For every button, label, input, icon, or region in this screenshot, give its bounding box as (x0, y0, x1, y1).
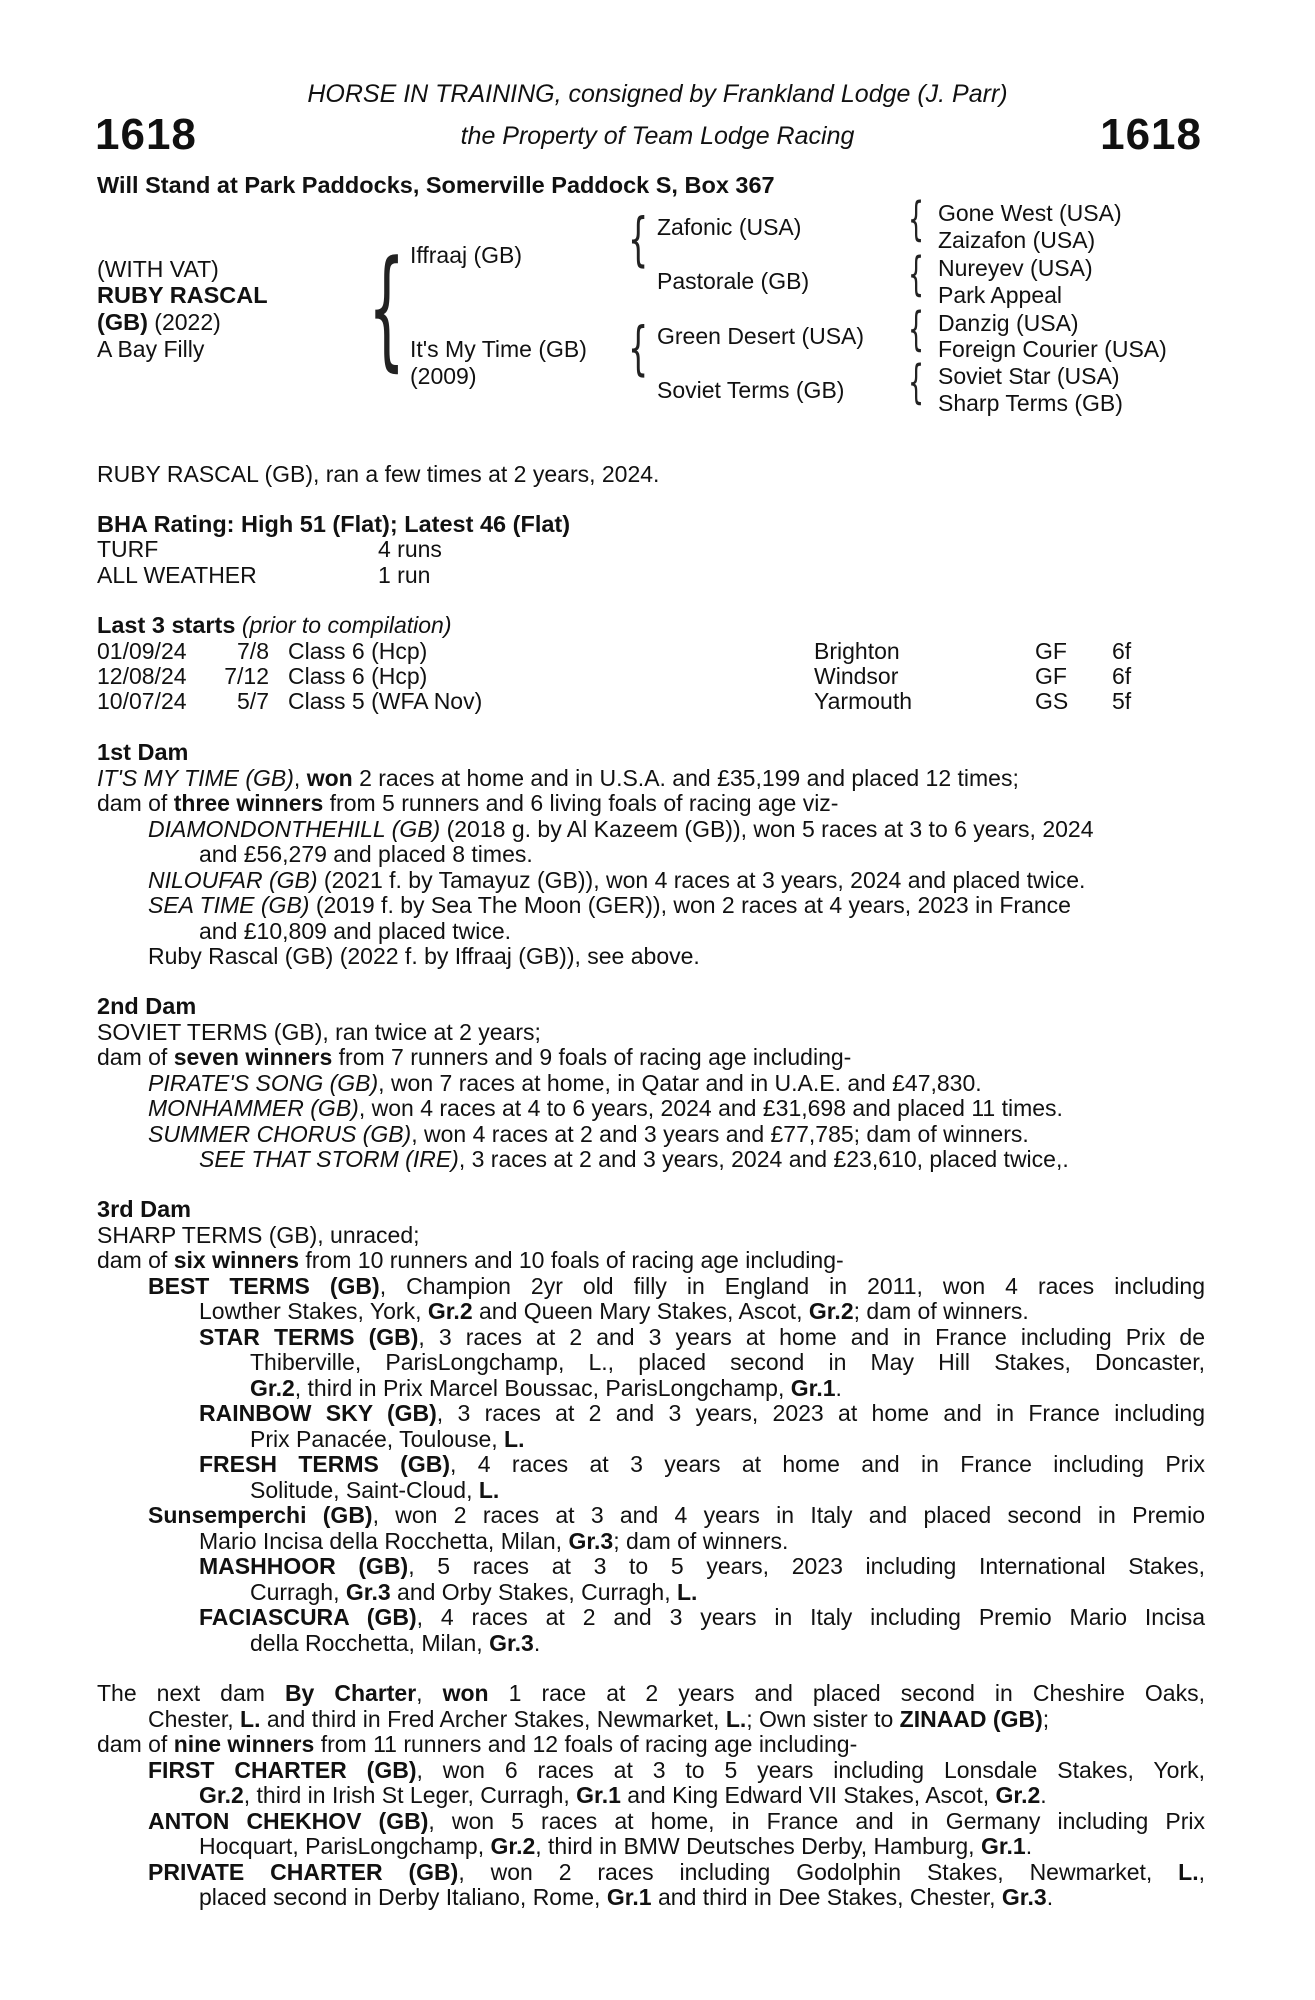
progeny-name: BEST TERMS (GB) (148, 1272, 380, 1299)
progeny-diamondonthehill (97, 817, 1205, 843)
brace-ds: { (908, 302, 925, 356)
brace-dd: { (908, 355, 925, 409)
progeny-anton-chekhov (97, 1809, 1205, 1835)
start-row-3-course: Yarmouth (814, 688, 913, 714)
txt: Chester, (148, 1705, 241, 1732)
pedigree-dss: Danzig (USA) (938, 310, 1079, 336)
progeny-record: , 5 races at 3 to 5 years, 2023 including International Stakes, (408, 1553, 1205, 1579)
grade: L. (504, 1425, 525, 1452)
grade: L. (1178, 1858, 1199, 1885)
progeny-niloufar (97, 868, 1205, 894)
sister-name: ZINAAD (GB) (899, 1705, 1043, 1732)
progeny-name: DIAMONDONTHEHILL (GB) (148, 815, 441, 842)
next-dam-line2 (97, 1707, 1205, 1733)
third-dam-line1: SHARP TERMS (GB), unraced; (97, 1221, 420, 1248)
progeny-fresh-terms-cont (97, 1478, 1205, 1504)
progeny-record: , won 2 races at 3 and 4 years in Italy and placed second in Premio (372, 1502, 1205, 1528)
progeny-name: FACIASCURA (GB) (199, 1604, 417, 1630)
won-label: won (306, 764, 353, 791)
start-row-2-date: 12/08/24 (97, 663, 187, 689)
progeny-record: (2018 g. by Al Kazeem (GB)), won 5 races at 3 to 6 years, 2024 (440, 815, 1094, 842)
dam-of: dam of (97, 1044, 174, 1070)
progeny-name: MONHAMMER (GB) (148, 1095, 359, 1121)
txt: , third in BMW Deutsches Derby, Hamburg, (535, 1833, 981, 1859)
next-dam-line3 (97, 1732, 1205, 1758)
pedigree-dam-year: (2009) (410, 363, 477, 389)
next-dam-line1 (97, 1681, 1205, 1707)
progeny-sea-time-cont: and £10,809 and placed twice. (199, 917, 512, 944)
pedigree-sire-sire: Zafonic (USA) (657, 214, 802, 240)
txt: ; (1042, 1705, 1050, 1732)
start-row-3-dist: 5f (1112, 688, 1132, 714)
grade: L. (478, 1476, 500, 1503)
txt: Solitude, Saint-Cloud, (250, 1476, 479, 1503)
start-row-3-going: GS (1035, 688, 1069, 714)
pedigree-dam-sire: Green Desert (USA) (657, 323, 865, 349)
grade: Gr.1 (790, 1374, 836, 1401)
progeny-star-terms-cont2 (97, 1376, 1205, 1402)
progeny-record: (2021 f. by Tamayuz (GB)), won 4 races at 3 years, 2024 and placed twice. (317, 866, 1086, 893)
progeny-ruby-rascal: Ruby Rascal (GB) (2022 f. by Iffraaj (GB)), see above. (148, 943, 700, 969)
txt: Mario Incisa della Rocchetta, Milan, (199, 1527, 569, 1554)
grade: Gr.2 (250, 1374, 295, 1401)
start-row-1-going: GF (1035, 638, 1067, 664)
horse-description: A Bay Filly (97, 336, 205, 362)
start-row-3-date: 10/07/24 (97, 688, 187, 714)
txt: Curragh, (250, 1578, 346, 1605)
horse-year: (2022) (147, 309, 221, 335)
grade: Gr.2 (995, 1782, 1041, 1808)
progeny-record: , 3 races at 2 and 3 years at home and in France including Prix de (418, 1323, 1205, 1350)
grade: Gr.1 (576, 1782, 621, 1808)
pedigree-sire: Iffraaj (GB) (410, 242, 523, 268)
txt: ; dam of winners. (853, 1298, 1029, 1324)
next-dam-name: By Charter (284, 1680, 417, 1706)
lot-number-left: 1618 (95, 110, 197, 159)
txt: ; dam of winners. (613, 1527, 789, 1554)
progeny-name: RAINBOW SKY (GB) (199, 1400, 437, 1426)
progeny-pirates-song (97, 1071, 1205, 1097)
grade: L. (677, 1578, 698, 1605)
progeny-star-terms-cont1: Thiberville, ParisLongchamp, L., placed second in May Hill Stakes, Doncaster, (250, 1349, 1205, 1375)
owner-line: the Property of Team Lodge Racing (460, 122, 855, 150)
third-dam-section (97, 1197, 1205, 1656)
progeny-sea-time (97, 893, 1205, 919)
horse-country-year (97, 310, 221, 336)
first-dam-section (97, 740, 1205, 970)
grade: Gr.3 (489, 1629, 534, 1656)
winners-count: three winners (173, 790, 324, 816)
txt: , (416, 1680, 443, 1706)
txt: , third in Prix Marcel Boussac, ParisLongchamp, (294, 1374, 791, 1401)
start-row-2-pos: 7/12 (224, 663, 269, 689)
progeny-record: , Champion 2yr old filly in England in 2011, won 4 races including (379, 1272, 1205, 1299)
txt: Hocquart, ParisLongchamp, (199, 1833, 491, 1859)
grade: L. (240, 1705, 261, 1732)
start-row-3-race: Class 5 (WFA Nov) (288, 688, 483, 714)
pedigree-dsd: Foreign Courier (USA) (938, 336, 1167, 362)
rating-turf-label: TURF (97, 536, 159, 562)
progeny-record: , 4 races at 3 years at home and in France including Prix (450, 1451, 1205, 1477)
bha-rating: BHA Rating: High 51 (Flat); Latest 46 (Flat) (97, 511, 571, 537)
dam-name: IT'S MY TIME (GB) (97, 764, 294, 791)
progeny-sunsemperchi-cont (97, 1529, 1205, 1555)
race-summary: RUBY RASCAL (GB), ran a few times at 2 years, 2024. (97, 461, 660, 487)
progeny-sunsemperchi (97, 1503, 1205, 1529)
start-row-2-race: Class 6 (Hcp) (288, 663, 428, 689)
progeny-name: SEA TIME (GB) (148, 892, 310, 918)
grade: Gr.2 (490, 1833, 536, 1859)
pedigree-ssd: Zaizafon (USA) (938, 227, 1096, 253)
progeny-name: MASHHOOR (GB) (199, 1553, 409, 1579)
pedigree-sss: Gone West (USA) (938, 200, 1122, 226)
lot-number-right: 1618 (1100, 110, 1202, 159)
last-starts-title: Last 3 starts (97, 612, 236, 638)
txt: and third in Fred Archer Stakes, Newmarket, (260, 1705, 726, 1732)
start-row-2-course: Windsor (814, 663, 899, 689)
progeny-record: (2019 f. by Sea The Moon (GER)), won 2 races at 4 years, 2023 in France (309, 892, 1071, 918)
third-dam-heading: 3rd Dam (97, 1196, 192, 1222)
winners-count: seven winners (173, 1044, 333, 1070)
txt: and third in Dee Stakes, Chester, (651, 1884, 1002, 1910)
progeny-first-charter (97, 1758, 1205, 1784)
won-label: won (442, 1680, 489, 1706)
progeny-name: STAR TERMS (GB) (199, 1323, 419, 1350)
progeny-name: PRIVATE CHARTER (GB) (148, 1858, 459, 1885)
progeny-summer-chorus (97, 1122, 1205, 1148)
progeny-record: , won 6 races at 3 to 5 years including Lonsdale Stakes, York, (416, 1756, 1205, 1783)
txt: placed second in Derby Italiano, Rome, (199, 1884, 607, 1910)
start-row-1-pos: 7/8 (237, 638, 269, 664)
start-row-2-dist: 6f (1112, 663, 1132, 689)
progeny-rainbow-sky (97, 1401, 1205, 1427)
grade: Gr.2 (808, 1298, 854, 1324)
progeny-name: ANTON CHEKHOV (GB) (148, 1807, 429, 1834)
winners-count: nine winners (173, 1731, 315, 1757)
progeny-record: , won 5 races at home, in France and in Germany including Prix (428, 1807, 1205, 1834)
txt: 1 race at 2 years and placed second in Cheshire Oaks, (488, 1680, 1205, 1706)
last-starts-note: (prior to compilation) (241, 612, 452, 638)
pedigree-dds: Soviet Star (USA) (938, 363, 1120, 389)
progeny-record: , 4 races at 2 and 3 years in Italy including Premio Mario Incisa (416, 1604, 1205, 1630)
pedigree-ddd: Sharp Terms (GB) (938, 390, 1123, 416)
grade: Gr.2 (199, 1782, 244, 1808)
txt: . (1046, 1884, 1054, 1910)
progeny-anton-chekhov-cont (97, 1834, 1205, 1860)
progeny-name: SUMMER CHORUS (GB) (148, 1120, 412, 1147)
txt: The next dam (97, 1680, 285, 1706)
progeny-record: , won 2 races including Godolphin Stakes, Newmarket, (458, 1858, 1179, 1885)
txt: Prix Panacée, Toulouse, (250, 1425, 505, 1452)
txt: . (1025, 1833, 1033, 1859)
progeny-private-charter (97, 1860, 1205, 1886)
pedigree-dam-dam: Soviet Terms (GB) (657, 377, 845, 403)
pedigree-sdd: Park Appeal (938, 282, 1063, 308)
progeny-name: NILOUFAR (GB) (148, 866, 318, 893)
rating-aw-runs: 1 run (378, 562, 431, 588)
txt: and Orby Stakes, Curragh, (390, 1578, 677, 1605)
dam-of: dam of (97, 1731, 174, 1757)
txt: and Queen Mary Stakes, Ascot, (472, 1298, 809, 1324)
progeny-best-terms-cont (97, 1299, 1205, 1325)
progeny-record: , 3 races at 2 and 3 years, 2023 at home and in France including (436, 1400, 1206, 1426)
progeny-mashhoor (97, 1554, 1205, 1580)
progeny-private-charter-cont (97, 1885, 1205, 1911)
grade: L. (725, 1705, 747, 1732)
stand-location: Will Stand at Park Paddocks, Somerville Paddock S, Box 367 (97, 172, 775, 198)
pedigree-sire-dam: Pastorale (GB) (657, 268, 810, 294)
txt: . (533, 1629, 541, 1656)
txt: . (1040, 1782, 1047, 1808)
horse-country: (GB) (97, 309, 148, 335)
progeny-best-terms (97, 1274, 1205, 1300)
dam-record: 2 races at home and in U.S.A. and £35,199 and placed 12 times; (352, 764, 1019, 791)
txt: Lowther Stakes, York, (199, 1298, 428, 1324)
start-row-2-going: GF (1035, 663, 1067, 689)
txt: , (1198, 1858, 1206, 1885)
dam-of: dam of (97, 790, 174, 816)
txt: , third in Irish St Leger, Curragh, (243, 1782, 577, 1808)
rating-aw-label: ALL WEATHER (97, 562, 257, 588)
grade: Gr.1 (980, 1833, 1026, 1859)
progeny-monhammer (97, 1096, 1205, 1122)
progeny-mashhoor-cont (97, 1580, 1205, 1606)
produce-summary: from 10 runners and 10 foals of racing age including- (299, 1247, 844, 1273)
start-row-1-dist: 6f (1112, 638, 1132, 664)
progeny-see-that-storm (97, 1147, 1205, 1173)
progeny-diamondonthehill-cont: and £56,279 and placed 8 times. (199, 841, 533, 867)
pedigree-sds: Nureyev (USA) (938, 255, 1093, 281)
pedigree-brace-main: { (368, 232, 406, 384)
grade: Gr.2 (427, 1298, 473, 1324)
dam-of: dam of (97, 1247, 174, 1273)
pedigree-brace-dam: { (628, 314, 649, 382)
next-dam-section (97, 1681, 1205, 1911)
start-row-1-date: 01/09/24 (97, 638, 187, 664)
winners-count: six winners (173, 1247, 299, 1273)
start-row-1-race: Class 6 (Hcp) (288, 638, 428, 664)
progeny-record: , won 4 races at 4 to 6 years, 2024 and £31,698 and placed 11 times. (358, 1095, 1063, 1121)
progeny-name: Sunsemperchi (GB) (148, 1502, 373, 1528)
vat-label: (WITH VAT) (97, 256, 219, 282)
progeny-record: , won 7 races at home, in Qatar and in U.A.E. and £47,830. (378, 1069, 982, 1096)
txt: della Rocchetta, Milan, (250, 1629, 490, 1656)
progeny-name: FRESH TERMS (GB) (199, 1451, 450, 1477)
progeny-record: , 3 races at 2 and 3 years, 2024 and £23,610, placed twice,. (458, 1146, 1069, 1172)
pedigree-dam: It's My Time (GB) (410, 336, 587, 362)
progeny-name: PIRATE'S SONG (GB) (148, 1069, 379, 1096)
txt: and King Edward VII Stakes, Ascot, (620, 1782, 996, 1808)
produce-summary: from 11 runners and 12 foals of racing age including- (314, 1731, 858, 1757)
produce-summary: from 7 runners and 9 foals of racing age including- (332, 1044, 852, 1070)
pedigree-brace-sire: { (628, 205, 649, 273)
produce-summary: from 5 runners and 6 living foals of racing age viz- (323, 790, 839, 816)
progeny-faciascura-cont (97, 1631, 1205, 1657)
first-dam-line2 (97, 791, 1205, 817)
second-dam-heading: 2nd Dam (97, 993, 197, 1019)
last-starts-heading (97, 613, 451, 639)
grade: Gr.3 (345, 1578, 391, 1605)
horse-name: RUBY RASCAL (97, 282, 268, 308)
sep: , (293, 764, 307, 791)
consignor-line: HORSE IN TRAINING, consigned by Frankland Lodge (J. Parr) (307, 80, 1008, 108)
rating-turf-runs: 4 runs (378, 536, 442, 562)
progeny-name: FIRST CHARTER (GB) (148, 1756, 417, 1783)
second-dam-line2 (97, 1045, 1205, 1071)
txt: . (835, 1374, 842, 1401)
second-dam-line1: SOVIET TERMS (GB), ran twice at 2 years; (97, 1018, 541, 1045)
progeny-fresh-terms (97, 1452, 1205, 1478)
progeny-rainbow-sky-cont (97, 1427, 1205, 1453)
brace-ss: { (908, 192, 925, 246)
start-row-1-course: Brighton (814, 638, 900, 664)
txt: ; Own sister to (746, 1705, 900, 1732)
first-dam-line1 (97, 766, 1205, 792)
grade: Gr.3 (568, 1527, 614, 1554)
progeny-first-charter-cont (97, 1783, 1205, 1809)
progeny-star-terms (97, 1325, 1205, 1351)
grade: Gr.3 (1001, 1884, 1047, 1910)
grade: Gr.1 (606, 1884, 652, 1910)
second-dam-section (97, 994, 1205, 1173)
progeny-record: , won 4 races at 2 and 3 years and £77,785; dam of winners. (411, 1120, 1029, 1147)
start-row-3-pos: 5/7 (237, 688, 269, 714)
first-dam-heading: 1st Dam (97, 739, 189, 765)
progeny-name: SEE THAT STORM (IRE) (199, 1146, 459, 1172)
progeny-faciascura (97, 1605, 1205, 1631)
brace-sd: { (908, 247, 925, 301)
third-dam-line2 (97, 1248, 1205, 1274)
